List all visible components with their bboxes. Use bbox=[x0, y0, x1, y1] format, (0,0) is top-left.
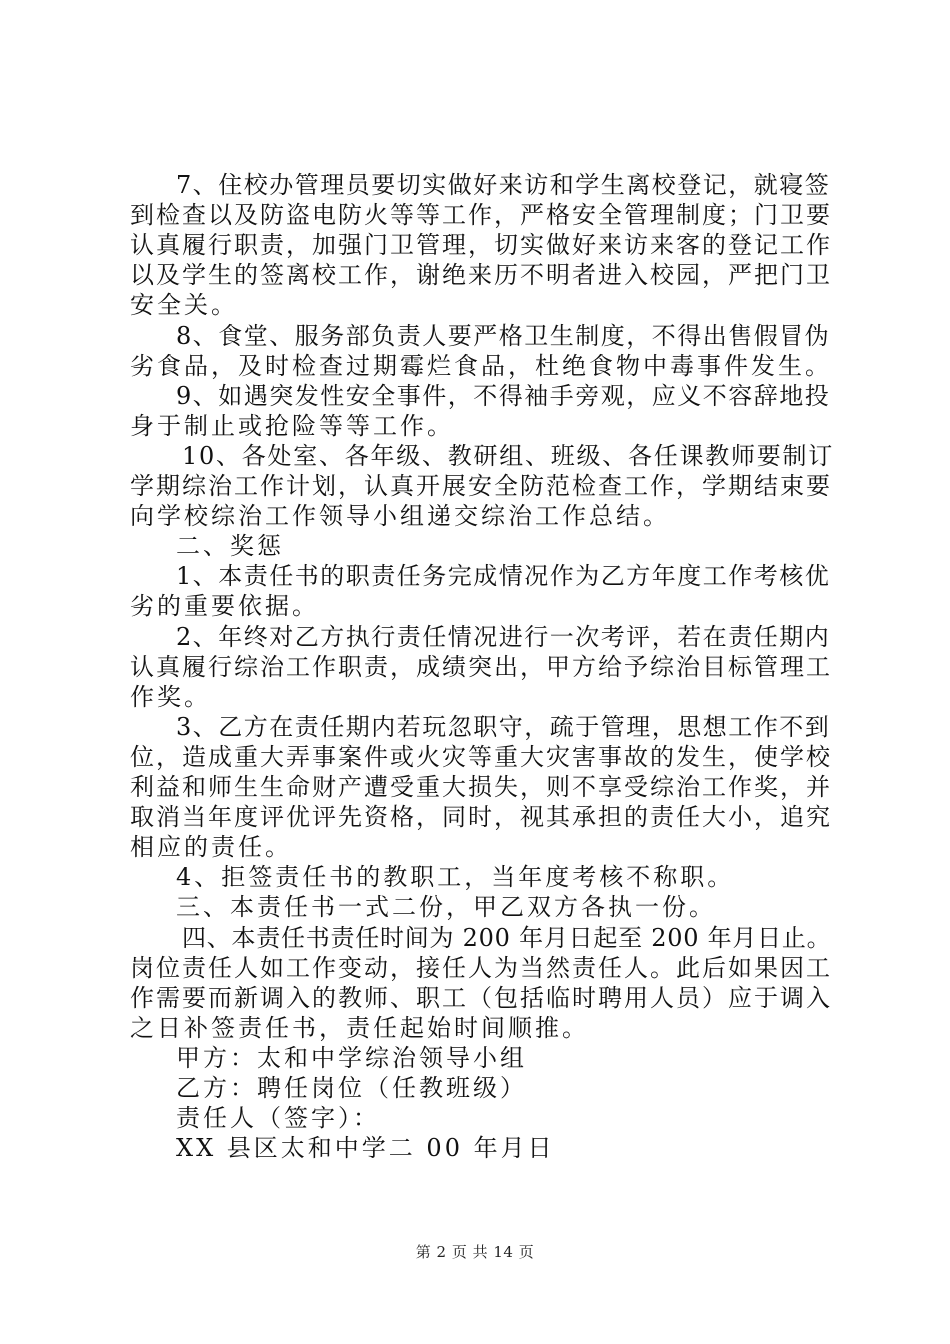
text-line: 学期综治工作计划，认真开展安全防范检查工作，学期结束要 bbox=[130, 472, 832, 500]
text-line: 2、年终对乙方执行责任情况进行一次考评，若在责任期内 bbox=[176, 622, 831, 651]
text-line: 向学校综治工作领导小组递交综治工作总结。 bbox=[130, 502, 670, 531]
text-line: 责任人（签字）： bbox=[176, 1104, 380, 1133]
text-line: 7、住校办管理员要切实做好来访和学生离校登记，就寝签 bbox=[176, 171, 831, 199]
text-line: 10、各处室、各年级、教研组、班级、各任课教师要制订 bbox=[182, 441, 835, 470]
text-line: 9、如遇突发性安全事件，不得袖手旁观，应义不容辞地投 bbox=[176, 381, 831, 410]
text-line: 作需要而新调入的教师、职工（包括临时聘用人员）应于调入 bbox=[130, 983, 832, 1012]
text-line: 4、拒签责任书的教职工，当年度考核不称职。 bbox=[176, 863, 735, 892]
text-line: XX 县区太和中学二 00 年月日 bbox=[176, 1134, 555, 1163]
text-line: 乙方：聘任岗位（任教班级） bbox=[176, 1074, 527, 1102]
text-line: 之日补签责任书，责任起始时间顺推。 bbox=[130, 1013, 589, 1042]
text-line: 作奖。 bbox=[130, 682, 211, 711]
text-line: 取消当年度评优评先资格，同时，视其承担的责任大小，追究 bbox=[130, 803, 832, 832]
text-line: 8、食堂、服务部负责人要严格卫生制度，不得出售假冒伪 bbox=[176, 321, 831, 350]
text-line: 位，造成重大弄事案件或火灾等重大灾害事故的发生，使学校 bbox=[130, 742, 832, 771]
text-line: 劣食品，及时检查过期霉烂食品，杜绝食物中毒事件发生。 bbox=[130, 351, 832, 380]
text-line: 劣的重要依据。 bbox=[130, 592, 319, 621]
text-line: 以及学生的签离校工作，谢绝来历不明者进入校园，严把门卫 bbox=[130, 261, 832, 290]
page-footer: 第 2 页 共 14 页 bbox=[415, 1243, 535, 1261]
text-line: 到检查以及防盗电防火等等工作，严格安全管理制度；门卫要 bbox=[130, 201, 832, 230]
text-line: 安全关。 bbox=[130, 291, 238, 320]
text-line: 三、本责任书一式二份，甲乙双方各执一份。 bbox=[176, 893, 716, 922]
text-line: 岗位责任人如工作变动，接任人为当然责任人。此后如果因工 bbox=[130, 953, 832, 982]
text-line: 相应的责任。 bbox=[130, 833, 292, 862]
party-a-line: 甲方：太和中学综治领导小组 bbox=[176, 1043, 527, 1072]
text-line: 认真履行职责，加强门卫管理，切实做好来访来客的登记工作 bbox=[130, 231, 832, 260]
text-line: 1、本责任书的职责任务完成情况作为乙方年度工作考核优 bbox=[176, 562, 831, 591]
text-line: 认真履行综治工作职责，成绩突出，甲方给予综治目标管理工 bbox=[130, 652, 832, 681]
text-line: 利益和师生生命财产遭受重大损失，则不享受综治工作奖，并 bbox=[130, 773, 832, 801]
text-line: 身于制止或抢险等等工作。 bbox=[130, 411, 454, 440]
text-line: 四、本责任书责任时间为 200 年月日起至 200 年月日止。 bbox=[182, 923, 832, 952]
text-line: 3、乙方在责任期内若玩忽职守，疏于管理，思想工作不到 bbox=[176, 712, 831, 741]
section-heading: 二、奖惩 bbox=[176, 532, 284, 561]
